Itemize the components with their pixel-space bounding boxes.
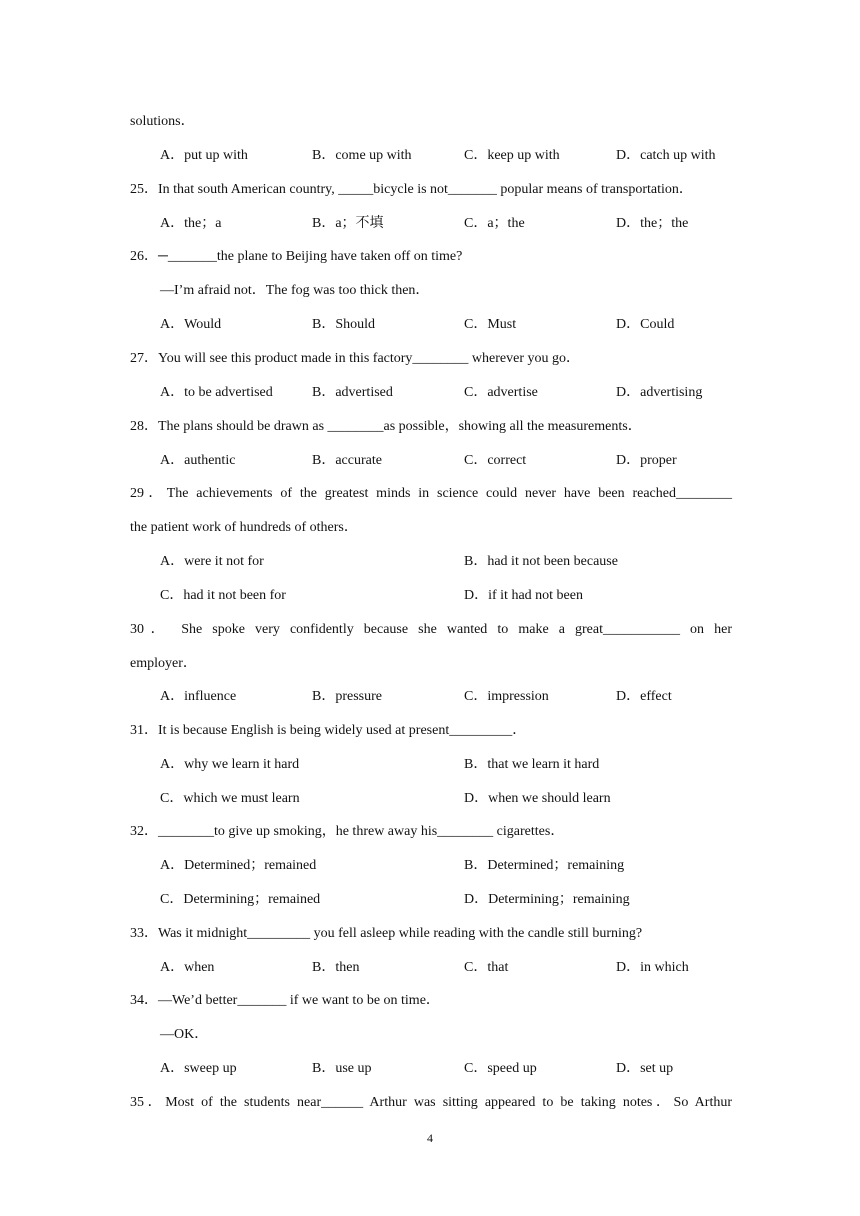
option-a: A．the；a (160, 216, 222, 231)
option-d: D．Could (616, 317, 675, 332)
options-row-q31-cd (160, 790, 740, 808)
option-b: B．a；不填 (312, 216, 384, 231)
options-row-q29-cd (160, 587, 740, 605)
option-b: B．accurate (312, 453, 382, 468)
page-number: 4 (427, 1131, 433, 1145)
dialogue-line: —I’m afraid not．The fog was too thick then． (160, 283, 430, 298)
option-d: D．proper (616, 453, 677, 468)
option-a: A．put up with (160, 148, 248, 163)
option-b: B．then (312, 960, 360, 975)
question-30: 30． She spoke very confidently because she wanted to make a great___________ on her (130, 622, 732, 637)
option-d: D．effect (616, 689, 672, 704)
options-row-q32-ab (160, 857, 740, 875)
option-d: D．the；the (616, 216, 689, 231)
question-34: 34．—We’d better_______ if we want to be on time． (130, 993, 440, 1008)
option-a: A．sweep up (160, 1061, 237, 1076)
option-d: D．set up (616, 1061, 674, 1076)
options-row-q28 (160, 452, 740, 470)
option-c: C．correct (464, 453, 527, 468)
options-row-q32-cd (160, 891, 740, 909)
question-30-continued: employer． (130, 656, 197, 671)
question-26: 26．─_______the plane to Beijing have taken off on time? (130, 249, 463, 264)
options-row-q33 (160, 959, 740, 977)
option-b: B．pressure (312, 689, 382, 704)
option-b: B．that we learn it hard (464, 757, 600, 772)
option-a: A．when (160, 960, 215, 975)
options-row-q29-ab (160, 553, 740, 571)
option-b: B．advertised (312, 385, 393, 400)
option-d: D．advertising (616, 385, 703, 400)
options-row-q24 (160, 147, 740, 165)
options-row-q34 (160, 1060, 740, 1078)
options-row-q31-ab (160, 756, 740, 774)
options-row-q26 (160, 316, 740, 334)
option-a: A．why we learn it hard (160, 757, 300, 772)
question-25: 25．In that south American country, _____bicycle is not_______ popular means of transportation． (130, 182, 693, 197)
option-c: C．had it not been for (160, 588, 286, 603)
option-d: D．Determining；remaining (464, 892, 630, 907)
option-a: A．were it not for (160, 554, 264, 569)
option-c: C．Determining；remained (160, 892, 321, 907)
question-29: 29．The achievements of the greatest minds in science could never have been reached________ (130, 486, 732, 501)
option-b: B．Determined；remaining (464, 858, 625, 873)
option-b: B．come up with (312, 148, 412, 163)
option-a: A．influence (160, 689, 237, 704)
option-c: C．Must (464, 317, 517, 332)
option-c: C．a；the (464, 216, 525, 231)
option-b: B．had it not been because (464, 554, 618, 569)
option-c: C．keep up with (464, 148, 560, 163)
option-c: C．that (464, 960, 509, 975)
text-line: solutions． (130, 114, 195, 129)
option-a: A．Determined；remained (160, 858, 317, 873)
option-d: D．in which (616, 960, 689, 975)
question-31: 31．It is because English is being widely used at present_________． (130, 723, 527, 738)
option-d: D．when we should learn (464, 791, 611, 806)
option-c: C．impression (464, 689, 549, 704)
question-35: 35．Most of the students near______ Arthur was sitting appeared to be taking notes．So Arthur (130, 1095, 732, 1110)
question-29-continued: the patient work of hundreds of others． (130, 520, 358, 535)
question-33: 33．Was it midnight_________ you fell asleep while reading with the candle still burning? (130, 926, 643, 941)
option-b: B．Should (312, 317, 376, 332)
option-a: A．to be advertised (160, 385, 273, 400)
option-c: C．which we must learn (160, 791, 300, 806)
dialogue-line: —OK． (160, 1027, 209, 1042)
option-b: B．use up (312, 1061, 372, 1076)
option-c: C．speed up (464, 1061, 537, 1076)
option-d: D．catch up with (616, 148, 716, 163)
question-32: 32．________to give up smoking，he threw away his________ cigarettes． (130, 824, 565, 839)
options-row-q30 (160, 688, 740, 706)
options-row-q27 (160, 384, 740, 402)
question-28: 28．The plans should be drawn as ________as possible，showing all the measurements． (130, 419, 642, 434)
question-27: 27．You will see this product made in this factory________ wherever you go． (130, 351, 581, 366)
option-c: C．advertise (464, 385, 538, 400)
option-a: A．Would (160, 317, 222, 332)
option-d: D．if it had not been (464, 588, 583, 603)
options-row-q25 (160, 215, 740, 233)
option-a: A．authentic (160, 453, 236, 468)
